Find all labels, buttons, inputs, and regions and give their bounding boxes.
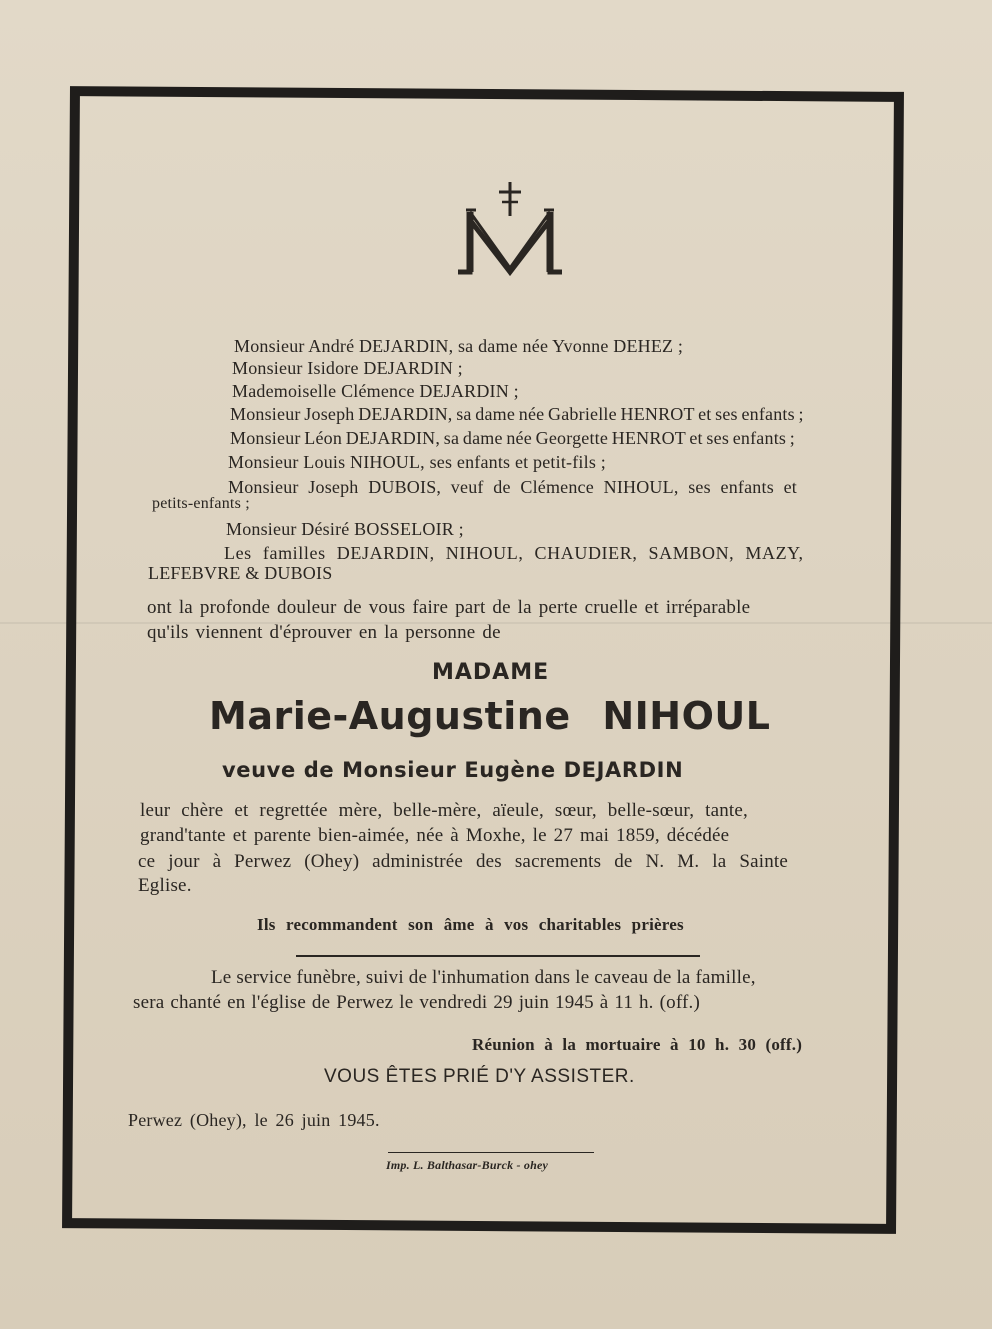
intro-line: ont la profonde douleur de vous faire part de la perte cruelle et irréparable bbox=[147, 597, 751, 618]
family-line: Monsieur Louis NIHOUL, ses enfants et petit-fils ; bbox=[228, 452, 606, 472]
family-line: Monsieur André DEJARDIN, sa dame née Yvonne DEHEZ ; bbox=[234, 336, 684, 356]
family-line: Mademoiselle Clémence DEJARDIN ; bbox=[232, 381, 519, 401]
marian-monogram-icon bbox=[450, 180, 570, 280]
honorific: MADAME bbox=[432, 660, 550, 685]
family-line: Monsieur Joseph DEJARDIN, sa dame née Gabrielle HENROT et ses enfants ; bbox=[230, 404, 804, 424]
description-line: Eglise. bbox=[138, 875, 192, 896]
widow-of: veuve de Monsieur Eugène DEJARDIN bbox=[222, 758, 684, 782]
deceased-name: Marie-Augustine NIHOUL bbox=[209, 694, 771, 738]
family-line: LEFEBVRE & DUBOIS bbox=[148, 563, 333, 583]
family-line: petits-enfants ; bbox=[152, 495, 250, 512]
family-line: Monsieur Joseph DUBOIS, veuf de Clémence NIHOUL, ses enfants et bbox=[228, 477, 797, 497]
prayer-line: Ils recommandent son âme à vos charitables prières bbox=[257, 915, 684, 934]
family-line: Les familles DEJARDIN, NIHOUL, CHAUDIER, SAMBON, MAZY, bbox=[224, 543, 804, 563]
service-line: Le service funèbre, suivi de l'inhumation dans le caveau de la famille, bbox=[211, 967, 756, 988]
family-line: Monsieur Désiré BOSSELOIR ; bbox=[226, 519, 464, 539]
family-line: Monsieur Léon DEJARDIN, sa dame née Georgette HENROT et ses enfants ; bbox=[230, 428, 796, 448]
description-line: grand'tante et parente bien-aimée, née à Moxhe, le 27 mai 1859, décédée bbox=[140, 825, 730, 846]
intro-line: qu'ils viennent d'éprouver en la personne de bbox=[147, 622, 501, 643]
place-date: Perwez (Ohey), le 26 juin 1945. bbox=[128, 1110, 380, 1130]
printer-credit: Imp. L. Balthasar-Burck - ohey bbox=[386, 1158, 549, 1172]
service-line: sera chanté en l'église de Perwez le vendredi 29 juin 1945 à 11 h. (off.) bbox=[133, 992, 701, 1013]
description-line: leur chère et regrettée mère, belle-mère, aïeule, sœur, belle-sœur, tante, bbox=[140, 800, 748, 821]
family-line: Monsieur Isidore DEJARDIN ; bbox=[232, 358, 463, 378]
reunion-line: Réunion à la mortuaire à 10 h. 30 (off.) bbox=[472, 1035, 803, 1054]
invitation: VOUS ÊTES PRIÉ D'Y ASSISTER. bbox=[324, 1066, 635, 1087]
divider bbox=[296, 955, 700, 957]
printer-rule bbox=[388, 1152, 594, 1153]
description-line: ce jour à Perwez (Ohey) administrée des sacrements de N. M. la Sainte bbox=[138, 851, 789, 872]
